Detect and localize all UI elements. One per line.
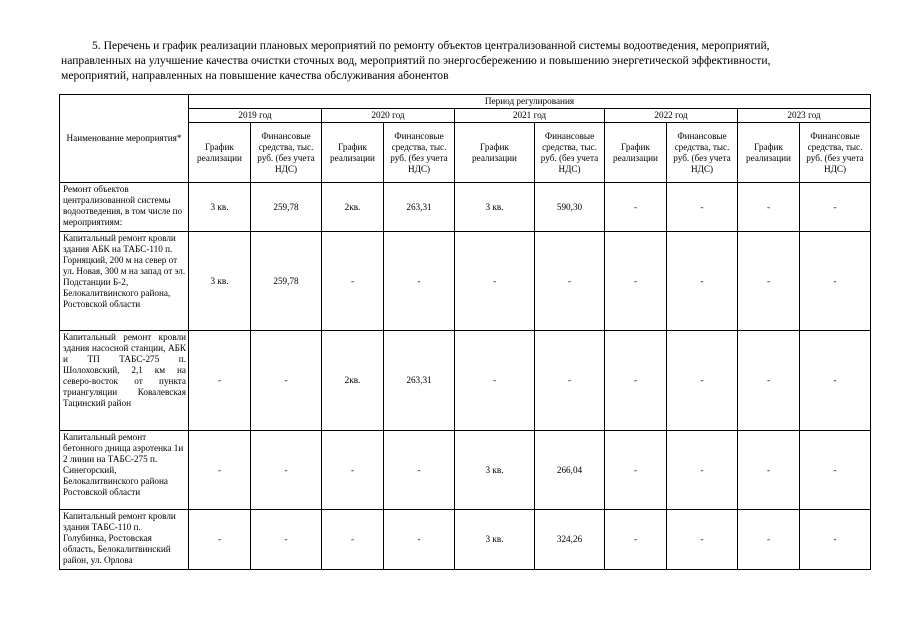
table-cell: - — [251, 331, 322, 431]
table-row — [60, 183, 871, 232]
heading-line-2: направленных на улучшение качества очистки сточных вод, мероприятий по энергосбережению и повышению энергетической эффективности, — [61, 54, 771, 67]
table-cell: 590,30 — [535, 183, 605, 232]
table-cell: 263,31 — [384, 183, 455, 232]
table-cell: - — [189, 431, 251, 510]
period-header: Период регулирования — [189, 95, 871, 109]
heading-line-3: мероприятий, направленных на повышение качества обслуживания абонентов — [61, 69, 449, 82]
schedule-table — [59, 94, 871, 570]
table-cell: - — [605, 331, 667, 431]
schedule-subheader: График реализации — [189, 123, 251, 183]
schedule-subheader: График реализации — [322, 123, 384, 183]
table-cell: - — [535, 232, 605, 331]
table-row — [60, 431, 871, 510]
table-cell: - — [605, 232, 667, 331]
table-cell: - — [738, 510, 800, 570]
year-header: 2021 год — [455, 109, 605, 123]
table-cell: - — [322, 510, 384, 570]
schedule-subheader: График реализации — [455, 123, 535, 183]
table-cell: - — [322, 232, 384, 331]
table-cell: 3 кв. — [455, 510, 535, 570]
table-cell: 259,78 — [251, 183, 322, 232]
year-header: 2019 год — [189, 109, 322, 123]
activity-name: Капитальный ремонт кровли здания насосной станции, АБК и ТП ТАБС-275 п. Шолоховский, 2,1 км на северо-восток от пункта триангуляции Ковалевская Тацинский район — [60, 331, 189, 431]
heading-line-1: 5. Перечень и график реализации плановых мероприятий по ремонту объектов централизованной системы водоотведения, мероприятий, — [92, 39, 770, 52]
table-cell: 263,31 — [384, 331, 455, 431]
activity-name: Капитальный ремонт кровли здания АБК на ТАБС-110 п. Горняцкий, 200 м на север от ул. Новая, 300 м на запад от эл. Подстанции Б-2, Белокалитвинского района, Ростовской области — [60, 232, 189, 331]
table-cell: - — [738, 331, 800, 431]
year-header: 2023 год — [738, 109, 871, 123]
name-column-header: Наименование мероприятия* — [60, 95, 189, 183]
table-cell: - — [251, 510, 322, 570]
table-row — [60, 510, 871, 570]
table-cell: - — [738, 232, 800, 331]
table-cell: - — [800, 232, 871, 331]
finance-subheader: Финансовые средства, тыс. руб. (без учета НДС) — [800, 123, 871, 183]
table-cell: - — [384, 232, 455, 331]
table-cell: 259,78 — [251, 232, 322, 331]
finance-subheader: Финансовые средства, тыс. руб. (без учета НДС) — [384, 123, 455, 183]
table-cell: 2кв. — [322, 183, 384, 232]
table-cell: 266,04 — [535, 431, 605, 510]
table-cell: 3 кв. — [189, 232, 251, 331]
activity-name: Ремонт объектов централизованной системы водоотведения, в том числе по мероприятиям: — [60, 183, 189, 232]
table-row — [60, 232, 871, 331]
table-cell: - — [667, 431, 738, 510]
table-cell: - — [800, 431, 871, 510]
table-cell: - — [384, 510, 455, 570]
table-cell: 3 кв. — [455, 183, 535, 232]
table-cell: - — [455, 232, 535, 331]
table-cell: - — [800, 331, 871, 431]
table-cell: - — [800, 510, 871, 570]
table-cell: 2кв. — [322, 331, 384, 431]
table-cell: - — [384, 431, 455, 510]
activity-name: Капитальный ремонт бетонного днища аэротенка 1и 2 линии на ТАБС-275 п. Синегорский, Белокалитвинского района Ростовской области — [60, 431, 189, 510]
table-cell: 3 кв. — [455, 431, 535, 510]
schedule-subheader: График реализации — [605, 123, 667, 183]
table-cell: - — [667, 331, 738, 431]
activity-name: Капитальный ремонт кровли здания ТАБС-110 п. Голубинка, Ростовская область, Белокалитвинский район, ул. Орлова — [60, 510, 189, 570]
table-row — [60, 331, 871, 431]
table-cell: - — [667, 183, 738, 232]
table-cell: 3 кв. — [189, 183, 251, 232]
table-cell: - — [605, 183, 667, 232]
table-header-row — [60, 95, 871, 109]
table-cell: - — [605, 510, 667, 570]
year-header: 2022 год — [605, 109, 738, 123]
table-cell: - — [251, 431, 322, 510]
table-cell: - — [800, 183, 871, 232]
section-heading — [61, 38, 873, 83]
year-header: 2020 год — [322, 109, 455, 123]
finance-subheader: Финансовые средства, тыс. руб. (без учета НДС) — [251, 123, 322, 183]
table-cell: - — [322, 431, 384, 510]
table-cell: - — [738, 431, 800, 510]
table-cell: - — [455, 331, 535, 431]
finance-subheader: Финансовые средства, тыс. руб. (без учета НДС) — [667, 123, 738, 183]
table-cell: 324,26 — [535, 510, 605, 570]
schedule-subheader: График реализации — [738, 123, 800, 183]
table-cell: - — [738, 183, 800, 232]
finance-subheader: Финансовые средства, тыс. руб. (без учета НДС) — [535, 123, 605, 183]
table-cell: - — [667, 232, 738, 331]
table-cell: - — [667, 510, 738, 570]
table-cell: - — [189, 331, 251, 431]
table-cell: - — [189, 510, 251, 570]
table-cell: - — [605, 431, 667, 510]
table-cell: - — [535, 331, 605, 431]
